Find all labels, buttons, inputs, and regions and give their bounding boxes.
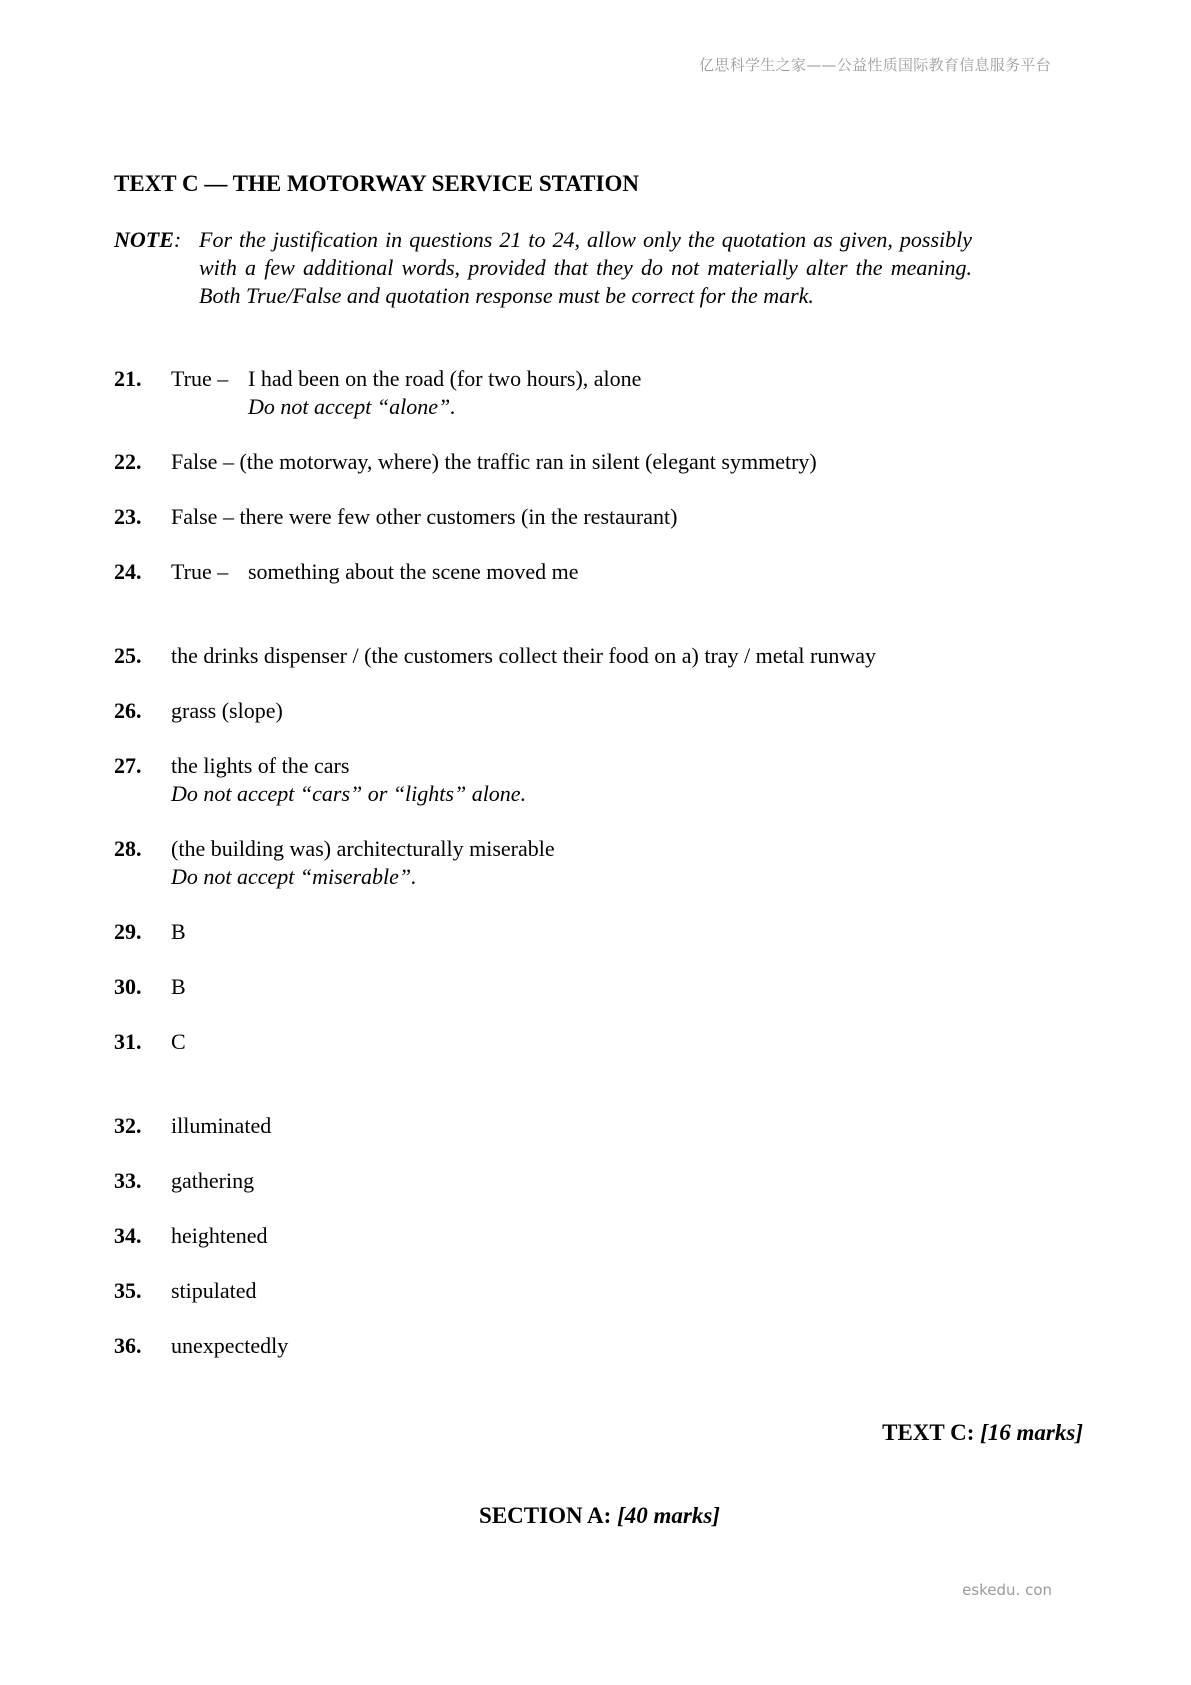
answer-number: 28. [114, 836, 142, 861]
footer-watermark: eskedu. con [962, 1581, 1052, 1599]
answer-text: False – there were few other customers (in the restaurant) [171, 504, 678, 529]
answer-number: 21. [114, 366, 142, 391]
answer-item-26 [114, 697, 1014, 725]
answer-item-30 [114, 973, 1014, 1001]
answer-number: 30. [114, 974, 142, 999]
answer-text: B [171, 974, 186, 999]
answer-text: something about the scene moved me [248, 559, 579, 584]
answer-item-23 [114, 503, 1014, 531]
answer-text: unexpectedly [171, 1333, 289, 1358]
answer-text: C [171, 1029, 186, 1054]
answer-number: 25. [114, 643, 142, 668]
answer-lead: True – [171, 366, 229, 391]
answer-item-33 [114, 1167, 1014, 1195]
answer-text: stipulated [171, 1278, 257, 1303]
answer-item-21 [114, 365, 1014, 421]
answer-text: grass (slope) [171, 698, 283, 723]
section-title: TEXT C — THE MOTORWAY SERVICE STATION [114, 171, 639, 196]
section-total-label: SECTION A: [479, 1503, 612, 1528]
text-total-label: TEXT C: [882, 1420, 975, 1445]
header-watermark: 亿思科学生之家——公益性质国际教育信息服务平台 [699, 56, 1051, 74]
answer-text: heightened [171, 1223, 268, 1248]
answer-note: Do not accept “alone”. [248, 394, 456, 419]
answer-item-31 [114, 1028, 1014, 1056]
section-total-marks: [40 marks] [617, 1503, 720, 1528]
answer-item-25 [114, 642, 1014, 670]
answer-number: 35. [114, 1278, 142, 1303]
answer-number: 24. [114, 559, 142, 584]
answer-text: B [171, 919, 186, 944]
answer-item-27 [114, 752, 1014, 808]
answer-text: (the building was) architecturally miserable [171, 836, 555, 861]
answer-number: 27. [114, 753, 142, 778]
answer-item-32 [114, 1112, 1014, 1140]
answer-number: 33. [114, 1168, 142, 1193]
answer-number: 23. [114, 504, 142, 529]
answer-list [114, 365, 1014, 1360]
answer-item-22 [114, 448, 1014, 476]
answer-text: I had been on the road (for two hours), alone [248, 366, 642, 391]
note-block [114, 226, 972, 310]
answer-item-24 [114, 558, 1014, 586]
answer-lead: True – [171, 559, 229, 584]
answer-note: Do not accept “cars” or “lights” alone. [171, 781, 527, 806]
answer-text: illuminated [171, 1113, 272, 1138]
answer-item-34 [114, 1222, 1014, 1250]
answer-text: the lights of the cars [171, 753, 350, 778]
answer-text: False – (the motorway, where) the traffic ran in silent (elegant symmetry) [171, 449, 817, 474]
answer-number: 34. [114, 1223, 142, 1248]
answer-number: 31. [114, 1029, 142, 1054]
answer-number: 22. [114, 449, 142, 474]
answer-item-28 [114, 835, 1014, 891]
note-text: For the justification in questions 21 to 24, allow only the quotation as given, possibly with a few additional words, provided that they do not materially alter the meaning. Both True/False and quotation response must be correct for the mark. [199, 227, 972, 308]
text-c-total [882, 1420, 1083, 1446]
answer-number: 36. [114, 1333, 142, 1358]
text-total-marks: [16 marks] [980, 1420, 1083, 1445]
answer-text: gathering [171, 1168, 255, 1193]
section-a-total [0, 1503, 1191, 1529]
answer-item-35 [114, 1277, 1014, 1305]
answer-text: the drinks dispenser / (the customers collect their food on a) tray / metal runway [171, 643, 877, 668]
answer-item-29 [114, 918, 1014, 946]
answer-number: 29. [114, 919, 142, 944]
answer-item-36 [114, 1332, 1014, 1360]
answer-note: Do not accept “miserable”. [171, 864, 417, 889]
answer-number: 26. [114, 698, 142, 723]
note-label: NOTE: [114, 227, 182, 252]
answer-number: 32. [114, 1113, 142, 1138]
